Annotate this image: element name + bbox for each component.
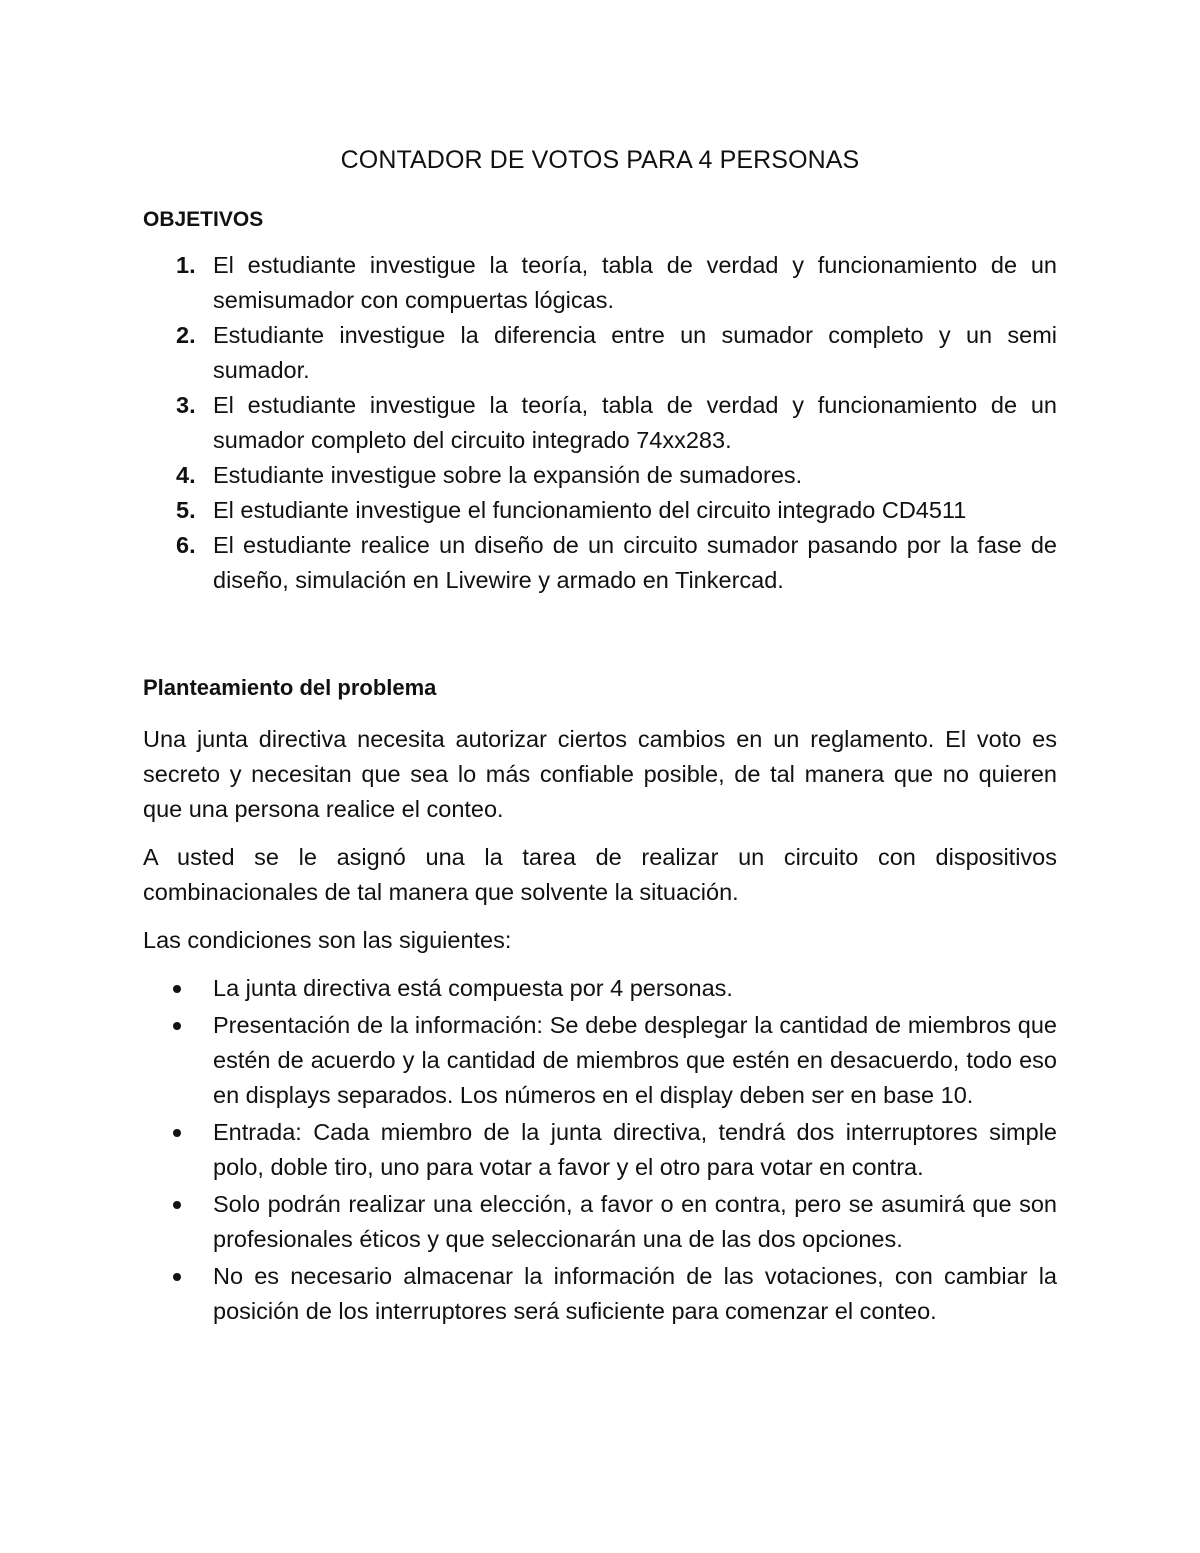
bullet-icon: [173, 985, 181, 993]
bullet-icon: [173, 1273, 181, 1281]
objective-number: 4.: [176, 462, 196, 488]
conditions-list: [143, 971, 1057, 1329]
problem-heading: Planteamiento del problema: [143, 675, 437, 700]
document-title: CONTADOR DE VOTOS PARA 4 PERSONAS: [340, 146, 860, 174]
objective-number: 6.: [176, 532, 196, 558]
objective-number: 2.: [176, 322, 196, 348]
condition-item: [213, 1115, 1057, 1185]
objective-item: [176, 388, 1057, 458]
objective-text: El estudiante investigue la teoría, tabla de verdad y funcionamiento de un sumador completo del circuito integrado 74xx283.: [213, 392, 1057, 453]
condition-item: [213, 1187, 1057, 1257]
condition-text: No es necesario almacenar la información de las votaciones, con cambiar la posición de los interruptores será suficiente para comenzar el conteo.: [213, 1263, 1057, 1324]
objective-text: Estudiante investigue sobre la expansión de sumadores.: [213, 462, 803, 488]
condition-text: La junta directiva está compuesta por 4 personas.: [213, 975, 733, 1001]
objective-number: 5.: [176, 497, 196, 523]
condition-item: [213, 1008, 1057, 1113]
bullet-icon: [173, 1129, 181, 1137]
conditions-intro: Las condiciones son las siguientes:: [143, 927, 512, 953]
condition-item: [213, 971, 1057, 1006]
bullet-icon: [173, 1201, 181, 1209]
objective-item: [176, 493, 1057, 528]
document-page: [143, 140, 1057, 1331]
objectives-list: [143, 248, 1057, 598]
condition-text: Solo podrán realizar una elección, a favor o en contra, pero se asumirá que son profesionales éticos y que seleccionarán una de las dos opciones.: [213, 1191, 1057, 1252]
objective-number: 3.: [176, 392, 196, 418]
problem-paragraph: Una junta directiva necesita autorizar ciertos cambios en un reglamento. El voto es secreto y necesitan que sea lo más confiable posible, de tal manera que no quieren que una persona realice el conteo.: [143, 726, 1057, 822]
condition-text: Entrada: Cada miembro de la junta directiva, tendrá dos interruptores simple polo, doble tiro, uno para votar a favor y el otro para votar en contra.: [213, 1119, 1057, 1180]
objective-item: [176, 458, 1057, 493]
objectives-heading: OBJETIVOS: [143, 208, 264, 231]
condition-item: [213, 1259, 1057, 1329]
condition-text: Presentación de la información: Se debe desplegar la cantidad de miembros que estén de acuerdo y la cantidad de miembros que estén en desacuerdo, todo eso en displays separados. Los números en el display deben ser en base 10.: [213, 1012, 1057, 1108]
objective-item: [176, 318, 1057, 388]
objective-text: Estudiante investigue la diferencia entre un sumador completo y un semi sumador.: [213, 322, 1057, 383]
objective-item: [176, 528, 1057, 598]
objective-number: 1.: [176, 252, 196, 278]
objective-text: El estudiante investigue la teoría, tabla de verdad y funcionamiento de un semisumador con compuertas lógicas.: [213, 252, 1057, 313]
objective-text: El estudiante investigue el funcionamiento del circuito integrado CD4511: [213, 497, 967, 523]
bullet-icon: [173, 1022, 181, 1030]
objective-text: El estudiante realice un diseño de un circuito sumador pasando por la fase de diseño, simulación en Livewire y armado en Tinkercad.: [213, 532, 1057, 593]
objective-item: [176, 248, 1057, 318]
task-paragraph: A usted se le asignó una la tarea de realizar un circuito con dispositivos combinacionales de tal manera que solvente la situación.: [143, 844, 1057, 905]
